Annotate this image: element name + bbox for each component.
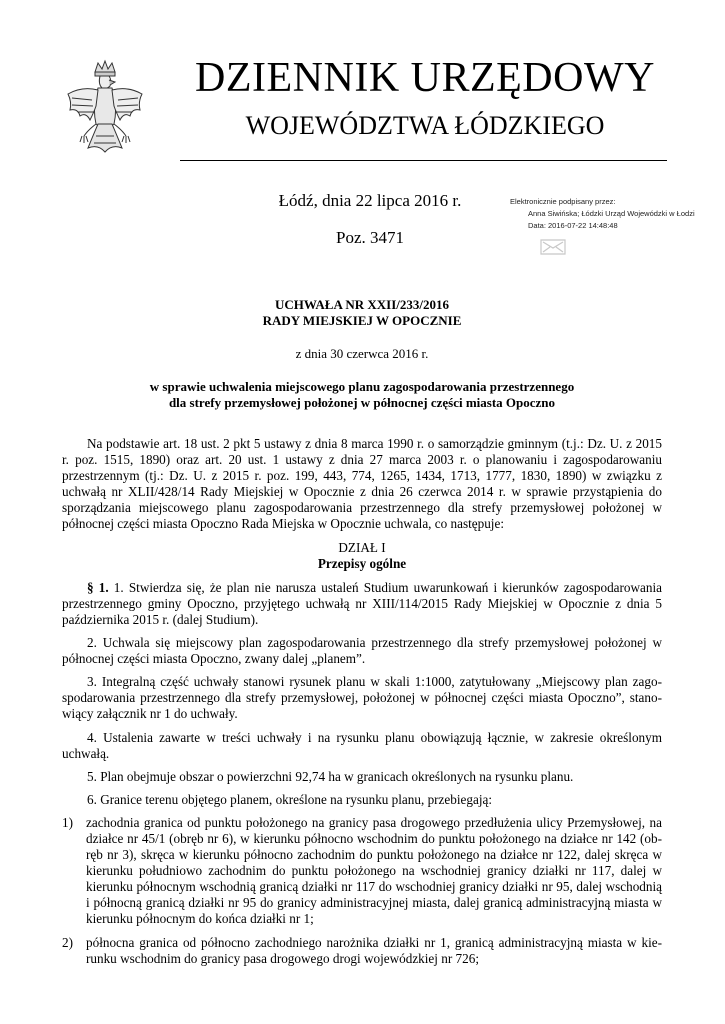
list-item-text: północna granica od północno zachodniego narożnika działki nr 1, granicą administracyjną miasta w kierunku wschodnim do granicy pasa drogowego drogi wojewódzkiej nr 726; <box>86 934 662 966</box>
resolution-council: RADY MIEJSKIEJ W OPOCZNIE <box>262 313 462 328</box>
document-body <box>62 436 662 974</box>
resolution-number: UCHWAŁA NR XXII/233/2016 <box>274 297 450 312</box>
paragraph-2: 2. Uchwala się miejscowy plan zagospodarowania przestrzennego dla strefy przemysłowej położonej w północnej części miasta Opoczno, zwany dalej „planem”. <box>62 635 662 667</box>
paragraph-3: 3. Integralną część uchwały stanowi rysunek planu w skali 1:1000, zatytułowany „Miejscowy plan zagospodarowania przestrzennego dla strefy przemysłowej, położonej w północnej części miasta Opoczno”, stanowiący załącznik nr 1 do uchwały. <box>62 674 662 722</box>
paragraph-5: 5. Plan obejmuje obszar o powierzchni 92,74 ha w granicach określonych na rysunku planu. <box>87 768 574 784</box>
section-mark: § 1. <box>87 579 109 595</box>
resolution-subject-line-2: dla strefy przemysłowej położonej w północnej części miasta Opoczno <box>168 395 556 410</box>
position-number: Poz. 3471 <box>336 228 404 247</box>
section-1-paragraph-1 <box>62 580 662 628</box>
signature-label: Elektronicznie podpisany przez: <box>510 197 616 206</box>
publication-date: Łódź, dnia 22 lipca 2016 r. <box>278 191 462 210</box>
polish-eagle-emblem-icon <box>62 58 148 164</box>
electronic-signature-block <box>510 196 720 232</box>
list-item-text: zachodnia granica od punktu położonego na granicy pasa drogowego przedłużenia ulicy Przemysłowej, na działce nr 45/1 (obręb nr 6), w kierunku północno wschodnim do punktu położonego na działce nr 142 (obręb nr 3), skręca w kierunku północno zachodnim do punktu położonego na działce nr 122, dalej skręca w kierunku południowo zachodnim do punktu położonego na wschodniej granicy działki nr 117, dalej w kierunku północnym wschodnią granicą działki nr 117 do wschodniej granicy działki nr 95, dalej wschodnią i północną granicą działki nr 95 do granicy administracyjnej miasta, dalej granicą administracyjną miasta w kierunku północnym do końca działki nr 1; <box>86 814 662 927</box>
journal-subtitle: WOJEWÓDZTWA ŁÓDZKIEGO <box>245 111 605 140</box>
signature-date: Data: 2016-07-22 14:48:48 <box>528 221 618 230</box>
paragraph-6: 6. Granice terenu objętego planem, określone na rysunku planu, przebiegają: <box>87 791 493 807</box>
paragraph-4: 4. Ustalenia zawarte w treści uchwały i na rysunku planu obowiązują łącznie, w zakresie określonym uchwałą. <box>62 729 662 761</box>
division-title: Przepisy ogólne <box>317 555 407 571</box>
journal-title: DZIENNIK URZĘDOWY <box>195 55 655 101</box>
resolution-date: z dnia 30 czerwca 2016 r. <box>295 346 429 361</box>
list-item <box>62 815 662 928</box>
list-marker: 1) <box>62 814 73 830</box>
signature-signer: Anna Siwińska; Łódzki Urząd Wojewódzki w Łodzi <box>528 209 695 218</box>
list-marker: 2) <box>62 934 73 950</box>
resolution-subject-line-1: w sprawie uchwalenia miejscowego planu zagospodarowania przestrzennego <box>149 379 575 394</box>
preamble: Na podstawie art. 18 ust. 2 pkt 5 ustawy z dnia 8 marca 1990 r. o samorządzie gminnym (t.j.: Dz. U. z 2015 r. poz. 1515, 1890) oraz art. 20 ust. 1 ustawy z dnia 27 marca 2003 r. o planowaniu i zagospodarowaniu przestrzennym (tj.: Dz. U. z 2015 r. poz. 199, 443, 774, 1265, 1434, 1713, 1777, 1830, 1890) w związku z uchwałą nr XLII/428/14 Rady Miejskiej w Opocznie z dnia 26 czerwca 2014 r. w sprawie przystąpienia do sporządzania miejscowego planu zagospodarowania przestrzennego dla strefy przemysłowej położonej w północnej części miasta Opoczno Rada Miejska w Opocznie uchwala, co następuje: <box>62 436 662 532</box>
list-item <box>62 935 662 967</box>
signature-seal-icon <box>537 236 569 258</box>
division-heading: DZIAŁ I <box>338 539 386 555</box>
header-divider <box>180 160 667 161</box>
paragraph-1-text: 1. Stwierdza się, że plan nie narusza ustaleń Studium uwarunkowań i kierunków zagospodarowania przestrzennego gminy Opoczno, przyjętego uchwałą nr XIII/114/2015 Rady Miejskiej w Opocznie z dnia 5 października 2015 r. (dalej Studium). <box>62 579 662 627</box>
